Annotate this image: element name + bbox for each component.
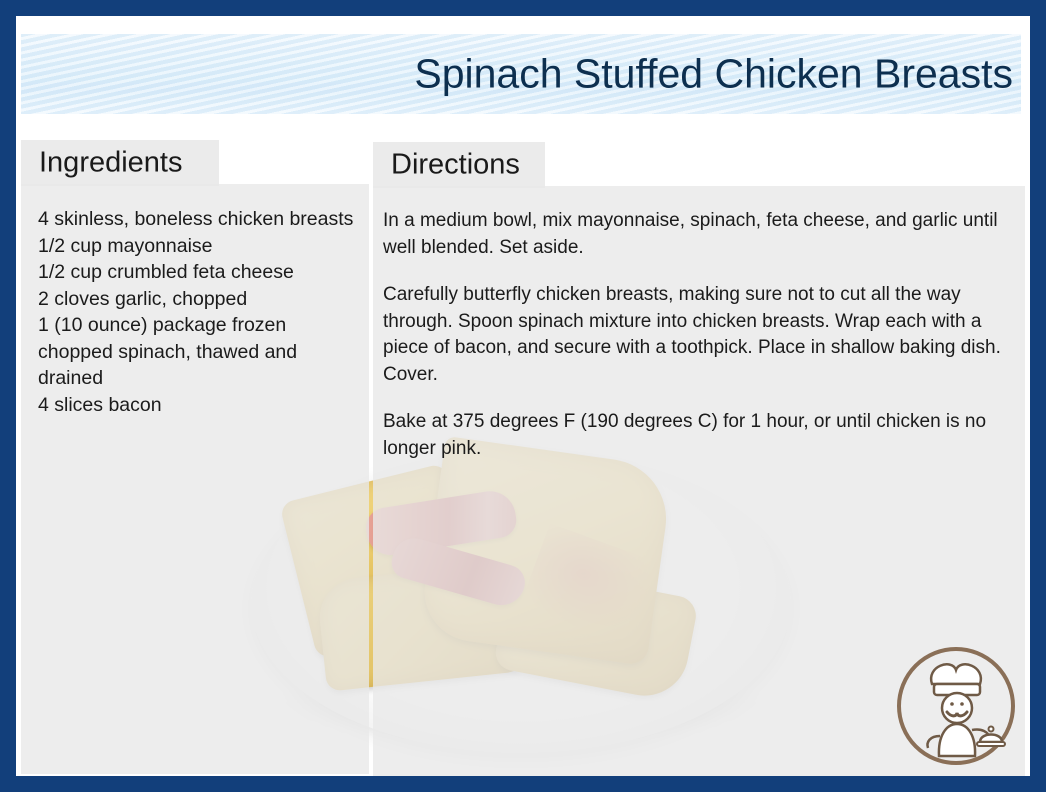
directions-paragraph: Bake at 375 degrees F (190 degrees C) for 1 hour, or until chicken is no longer pink. xyxy=(383,411,987,459)
ingredients-heading-box xyxy=(21,140,219,186)
title-banner xyxy=(21,34,1021,114)
list-item: 1 (10 ounce) package frozen chopped spinach, thawed and drained xyxy=(38,314,298,389)
list-item: 1/2 cup mayonnaise xyxy=(38,234,213,257)
list-item: 1/2 cup crumbled feta cheese xyxy=(38,261,294,283)
slide-content-area xyxy=(16,16,1030,776)
page-title: Spinach Stuffed Chicken Breasts xyxy=(414,50,1013,97)
directions-paragraph: In a medium bowl, mix mayonnaise, spinach, feta cheese, and garlic until well blended. Set aside. xyxy=(383,210,998,258)
list-item: 4 skinless, boneless chicken breasts xyxy=(38,208,354,230)
chef-logo xyxy=(894,644,1018,768)
ingredients-list xyxy=(38,206,358,418)
list-item: 2 cloves garlic, chopped xyxy=(38,287,248,310)
directions-heading: Directions xyxy=(391,148,520,181)
directions-paragraph: Carefully butterfly chicken breasts, making sure not to cut all the way through. Spoon spinach mixture into chicken breasts. Wrap each with a piece of bacon, and secure with a toothpick. Place in shallow baking dish. Cover. xyxy=(383,284,1001,385)
directions-heading-box xyxy=(373,142,545,188)
directions-text xyxy=(383,208,1030,462)
list-item: 4 slices bacon xyxy=(38,393,162,416)
ingredients-heading: Ingredients xyxy=(39,146,183,179)
